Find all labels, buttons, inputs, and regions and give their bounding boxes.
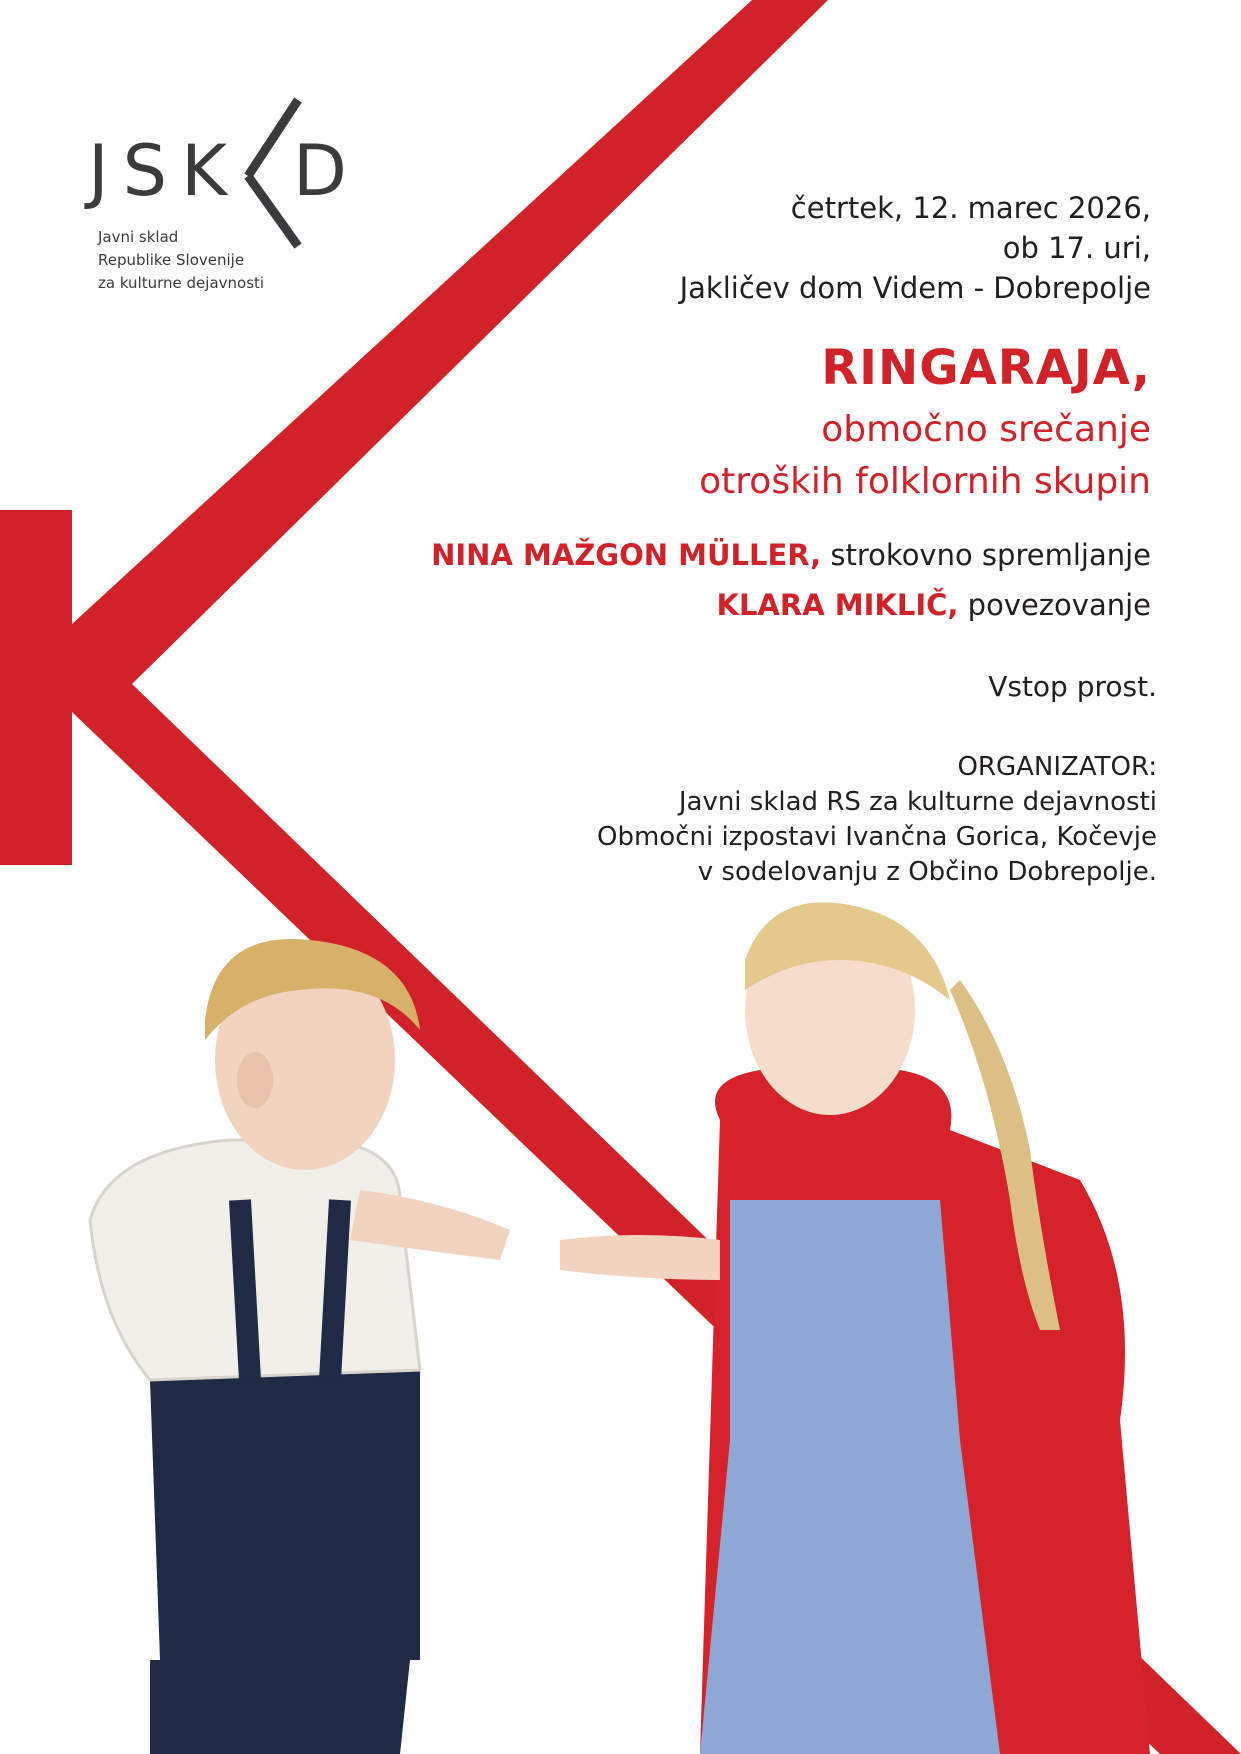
k-vertical-bar <box>0 510 72 865</box>
entry-note: Vstop prost. <box>988 670 1157 703</box>
person-role: povezovanje <box>967 588 1151 622</box>
event-subtitle <box>699 404 1151 508</box>
jskd-logo <box>88 96 361 306</box>
logo-letter-k: K <box>181 130 241 212</box>
logo-letters <box>88 130 361 212</box>
children-dancing-photo <box>0 900 1241 1754</box>
logo-letter-d: D <box>293 130 361 212</box>
girl-figure <box>560 902 1150 1754</box>
subtitle-line: območno srečanje <box>821 409 1151 450</box>
person-name: KLARA MIKLIČ, <box>716 588 959 622</box>
organizer-line: Javni sklad RS za kulturne dejavnosti <box>678 787 1157 817</box>
person-name: NINA MAŽGON MÜLLER, <box>431 538 822 572</box>
organizer-line: Območni izpostavi Ivančna Gorica, Kočevje <box>596 822 1157 852</box>
event-info <box>680 188 1151 308</box>
person-row <box>431 580 1151 630</box>
organizer-label: ORGANIZATOR: <box>957 752 1157 782</box>
logo-subtitle-line: Republike Slovenije <box>98 251 245 269</box>
organizer-line: v sodelovanju z Občino Dobrepolje. <box>697 857 1157 887</box>
logo-subtitle-line: Javni sklad <box>98 228 179 246</box>
logo-letter-j: J <box>88 130 123 212</box>
person-role: strokovno spremljanje <box>830 538 1151 572</box>
logo-subtitle-line: za kulturne dejavnosti <box>98 274 265 292</box>
event-time: ob 17. uri, <box>1002 231 1151 265</box>
event-date: četrtek, 12. marec 2026, <box>790 191 1151 225</box>
people-list <box>431 530 1151 630</box>
event-venue: Jakličev dom Videm - Dobrepolje <box>679 271 1151 305</box>
logo-letter-s: S <box>122 130 182 212</box>
person-row <box>431 530 1151 580</box>
event-title: RINGARAJA, <box>821 340 1151 396</box>
organizer-block <box>597 750 1157 890</box>
logo-subtitle <box>98 226 264 295</box>
subtitle-line: otroških folklornih skupin <box>699 461 1151 502</box>
boy-figure <box>90 939 510 1754</box>
